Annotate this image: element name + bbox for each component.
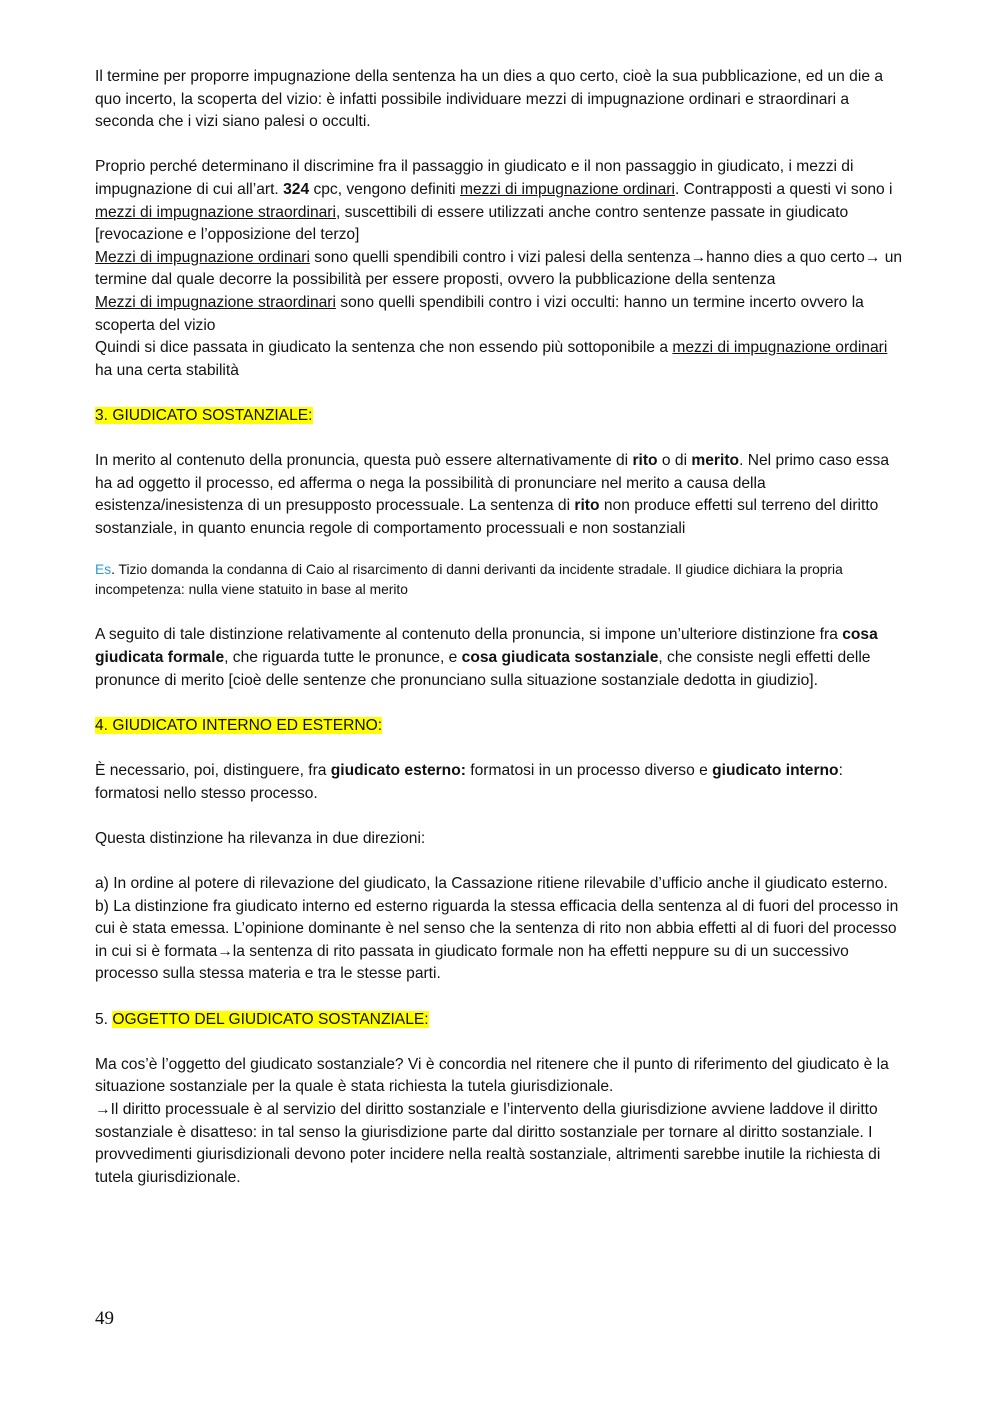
example-paragraph: Es. Tizio domanda la condanna di Caio al risarcimento di danni derivanti da incidente stradale. Il giudice dichiara la propria incompetenza: nulla viene statuito in base al merito bbox=[95, 562, 843, 598]
arrow-right-icon: → bbox=[217, 942, 233, 960]
underlined-term: Mezzi di impugnazione straordinari bbox=[95, 293, 336, 311]
underlined-term: Mezzi di impugnazione ordinari bbox=[95, 248, 310, 266]
section-heading-3: 3. GIUDICATO SOSTANZIALE: bbox=[95, 406, 313, 424]
paragraph-conclusion: Quindi si dice passata in giudicato la sentenza che non essendo più sottoponibile a mezzi di impugnazione ordinari ha una certa stabilità bbox=[95, 339, 888, 379]
paragraph-cosa-giudicata: A seguito di tale distinzione relativamente al contenuto della pronuncia, si impone un’ulteriore distinzione fra cosa giudicata formale, che riguarda tutte le pronunce, e cosa giudicata sostanziale, che consiste negli effetti delle pronunce di merito [cioè delle sentenze che pronunciano sulla situazione sostanziale dedotta in giudizio]. bbox=[95, 626, 878, 689]
section-heading-5: 5. OGGETTO DEL GIUDICATO SOSTANZIALE: bbox=[95, 1010, 429, 1028]
page-number: 49 bbox=[95, 1308, 114, 1329]
paragraph-oggetto: Ma cos’è l’oggetto del giudicato sostanziale? Vi è concordia nel ritenere che il punto di riferimento del giudicato è la situazione sostanziale per la quale è stata richiesta la tutela giurisdizionale. bbox=[95, 1055, 889, 1096]
paragraph-interno-esterno: È necessario, poi, distinguere, fra giudicato esterno: formatosi in un processo diverso e giudicato interno: formatosi nello stesso processo. bbox=[95, 762, 843, 802]
arrow-right-icon: → bbox=[690, 248, 707, 266]
arrow-right-icon: → bbox=[864, 248, 881, 266]
paragraph-intro: Il termine per proporre impugnazione della sentenza ha un dies a quo certo, cioè la sua pubblicazione, ed un die a quo incerto, la scoperta del vizio: è infatti possibile individuare mezzi di impugnazione ordinari e straordinari a seconda che i vizi siano palesi o occulti. bbox=[95, 68, 883, 131]
arrow-right-icon: → bbox=[95, 1100, 111, 1118]
list-item-b: b) La distinzione fra giudicato interno ed esterno riguarda la stessa efficacia della sentenza al di fuori del processo in cui è stata emessa. L’opinione dominante è nel senso che la sentenza di rito non abbia effetti al di fuori del processo in cui si è formata→la sentenza di rito passata in giudicato formale non ha effetti neppure su di un successivo processo sulla stessa materia e tra le stesse parti. bbox=[95, 897, 899, 983]
paragraph-rito-merito: In merito al contenuto della pronuncia, questa può essere alternativamente di rito o di merito. Nel primo caso essa ha ad oggetto il processo, ed afferma o nega la possibilità di pronunciare nel merito a causa della esistenza/inesistenza di un presupposto processuale. La sentenza di rito non produce effetti sul terreno del diritto sostanziale, in quanto enuncia regole di comportamento processuali e non sostanziali bbox=[95, 452, 889, 537]
document-body bbox=[95, 66, 907, 1189]
article-number: 324 bbox=[283, 180, 310, 198]
list-item-a: a) In ordine al potere di rilevazione del giudicato, la Cassazione ritiene rilevabile d’ufficio anche il giudicato esterno. bbox=[95, 875, 888, 892]
paragraph-extraordinary-definition: Mezzi di impugnazione straordinari sono quelli spendibili contro i vizi occulti: hanno un termine incerto ovvero la scoperta del vizio bbox=[95, 293, 864, 334]
paragraph-ordinary-definition: Mezzi di impugnazione ordinari sono quelli spendibili contro i vizi palesi della sentenza→hanno dies a quo certo→ un termine dal quale decorre la possibilità per essere proposti, ovvero la pubblicazione della sentenza bbox=[95, 248, 903, 289]
paragraph-diritto-processuale: →Il diritto processuale è al servizio del diritto sostanziale e l’intervento della giurisdizione avviene laddove il diritto sostanziale è disatteso: in tal senso la giurisdizione parte dal diritto sostanziale per tornare al diritto sostanziale. I provvedimenti giurisdizionali devono poter incidere nella realtà sostanziale, altrimenti sarebbe inutile la richiesta di tutela giurisdizionale. bbox=[95, 1100, 881, 1186]
paragraph-ordinary-means: Proprio perché determinano il discrimine fra il passaggio in giudicato e il non passaggio in giudicato, i mezzi di impugnazione di cui all’art. 324 cpc, vengono definiti mezzi di impugnazione ordinari. Contrapposti a questi vi sono i mezzi di impugnazione straordinari, suscettibili di essere utilizzati anche contro sentenze passate in giudicato [revocazione e l’opposizione del terzo] bbox=[95, 158, 893, 244]
underlined-term: mezzi di impugnazione straordinari bbox=[95, 203, 336, 221]
example-label: Es bbox=[95, 562, 112, 578]
section-heading-4: 4. GIUDICATO INTERNO ED ESTERNO: bbox=[95, 716, 383, 734]
underlined-term: mezzi di impugnazione ordinari bbox=[672, 339, 888, 357]
paragraph-two-directions: Questa distinzione ha rilevanza in due direzioni: bbox=[95, 829, 426, 847]
underlined-term: mezzi di impugnazione ordinari bbox=[459, 180, 675, 198]
